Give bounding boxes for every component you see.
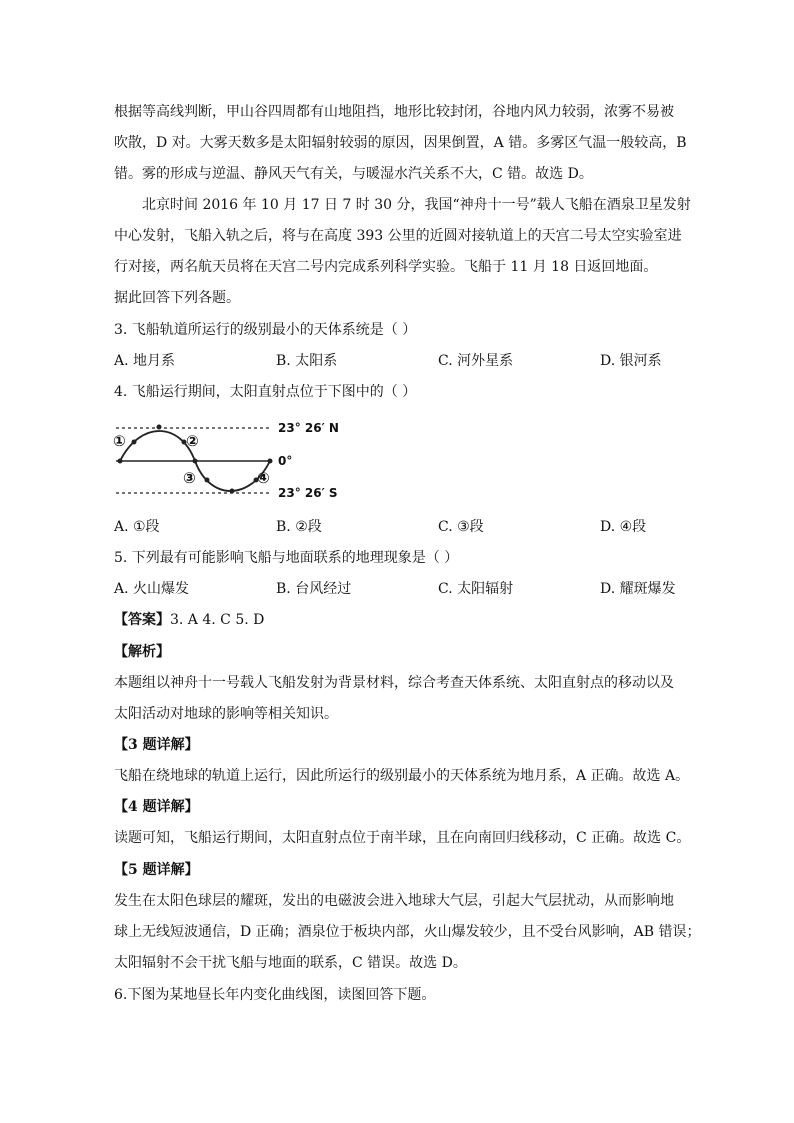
text-line: 读题可知，飞船运行期间，太阳直射点位于南半球，且在向南回归线移动，C 正确。故选 C。 [114,830,691,846]
curve-point [230,489,235,494]
option-c: C. ③段 [438,519,484,535]
option-d: D. ④段 [600,519,647,535]
detail-label: 【3 题详解】 [114,737,199,753]
answer-label: 【答案】 [114,612,170,628]
text-line: 太阳辐射不会干扰飞船与地面的联系，C 错误。故选 D。 [114,955,467,971]
detail-label: 【4 题详解】 [114,799,199,815]
text-line: 行对接，两名航天员将在天宫二号内完成系列科学实验。飞船于 11 月 18 日返回地面。 [114,259,658,275]
text-line: 太阳活动对地球的影响等相关知识。 [114,706,338,722]
curve-point [118,459,123,464]
text-line: 吹散，D 对。大雾天数多是太阳辐射较弱的原因，因果倒置，A 错。多雾区气温一般较高，B [114,135,687,151]
curve-point [193,459,198,464]
question-6-stem: 6.下图为某地昼长年内变化曲线图，读图回答下题。 [114,987,436,1003]
option-a: A. 地月系 [114,353,176,369]
text-line: 飞船在绕地球的轨道上运行，因此所运行的级别最小的天体系统为地月系，A 正确。故选 A。 [114,768,690,784]
text-line: 据此回答下列各题。 [114,290,240,306]
option-b: B. 台风经过 [276,581,352,597]
detail-label: 【5 题详解】 [114,862,199,878]
option-c: C. 太阳辐射 [438,581,514,597]
text-line: 球上无线短波通信，D 正确；酒泉位于板块内部，火山爆发较少，且不受台风影响，AB 错误； [114,924,701,940]
option-b: B. 太阳系 [276,353,338,369]
segment-label-2: ② [186,432,199,450]
option-a: A. ①段 [114,519,160,535]
segment-label-1: ① [113,432,126,450]
curve-point [132,440,137,445]
option-a: A. 火山爆发 [114,581,190,597]
option-b: B. ②段 [276,519,322,535]
option-d: D. 银河系 [600,353,662,369]
text-line: 发生在太阳色球层的耀斑，发出的电磁波会进入地球大气层，引起大气层扰动，从而影响地 [114,893,674,909]
answer-line [114,610,264,630]
curve-point [157,425,162,430]
question-stem: 3. 飞船轨道所运行的级别最小的天体系统是（ ） [114,322,417,338]
text-line: 中心发射，飞船入轨之后，将与在高度 393 公里的近圆对接轨道上的天宫二号太空实验室进 [114,228,682,244]
text-line: 根据等高线判断，甲山谷四周都有山地阻挡，地形比较封闭，谷地内风力较弱，浓雾不易被 [114,104,674,120]
analysis-label: 【解析】 [114,644,170,660]
text-line: 错。雾的形成与逆温、静风天气有关，与暖湿水汽关系不大，C 错。故选 D。 [114,166,593,182]
text-line: 本题组以神舟十一号载人飞船发射为背景材料，综合考查天体系统、太阳直射点的移动以及 [114,675,674,691]
text-line: 北京时间 2016 年 10 月 17 日 7 时 30 分，我国“神舟十一号”载人飞船在酒泉卫星发射 [142,197,691,213]
equator-label: 0° [278,454,293,468]
curve-point [205,478,210,483]
option-c: C. 河外星系 [438,353,514,369]
tropic-of-capricorn-label: 23° 26′ S [278,486,338,500]
segment-label-3: ③ [183,469,196,487]
answer-text: 3. A 4. C 5. D [170,612,265,628]
curve-point [268,459,273,464]
option-d: D. 耀斑爆发 [600,581,676,597]
question-stem: 4. 飞船运行期间，太阳直射点位于下图中的（ ） [114,384,417,400]
segment-label-4: ④ [257,469,270,487]
question-stem: 5. 下列最有可能影响飞船与地面联系的地理现象是（ ） [114,550,459,566]
tropic-of-cancer-label: 23° 26′ N [278,421,339,435]
subsolar-point-figure [110,410,370,510]
